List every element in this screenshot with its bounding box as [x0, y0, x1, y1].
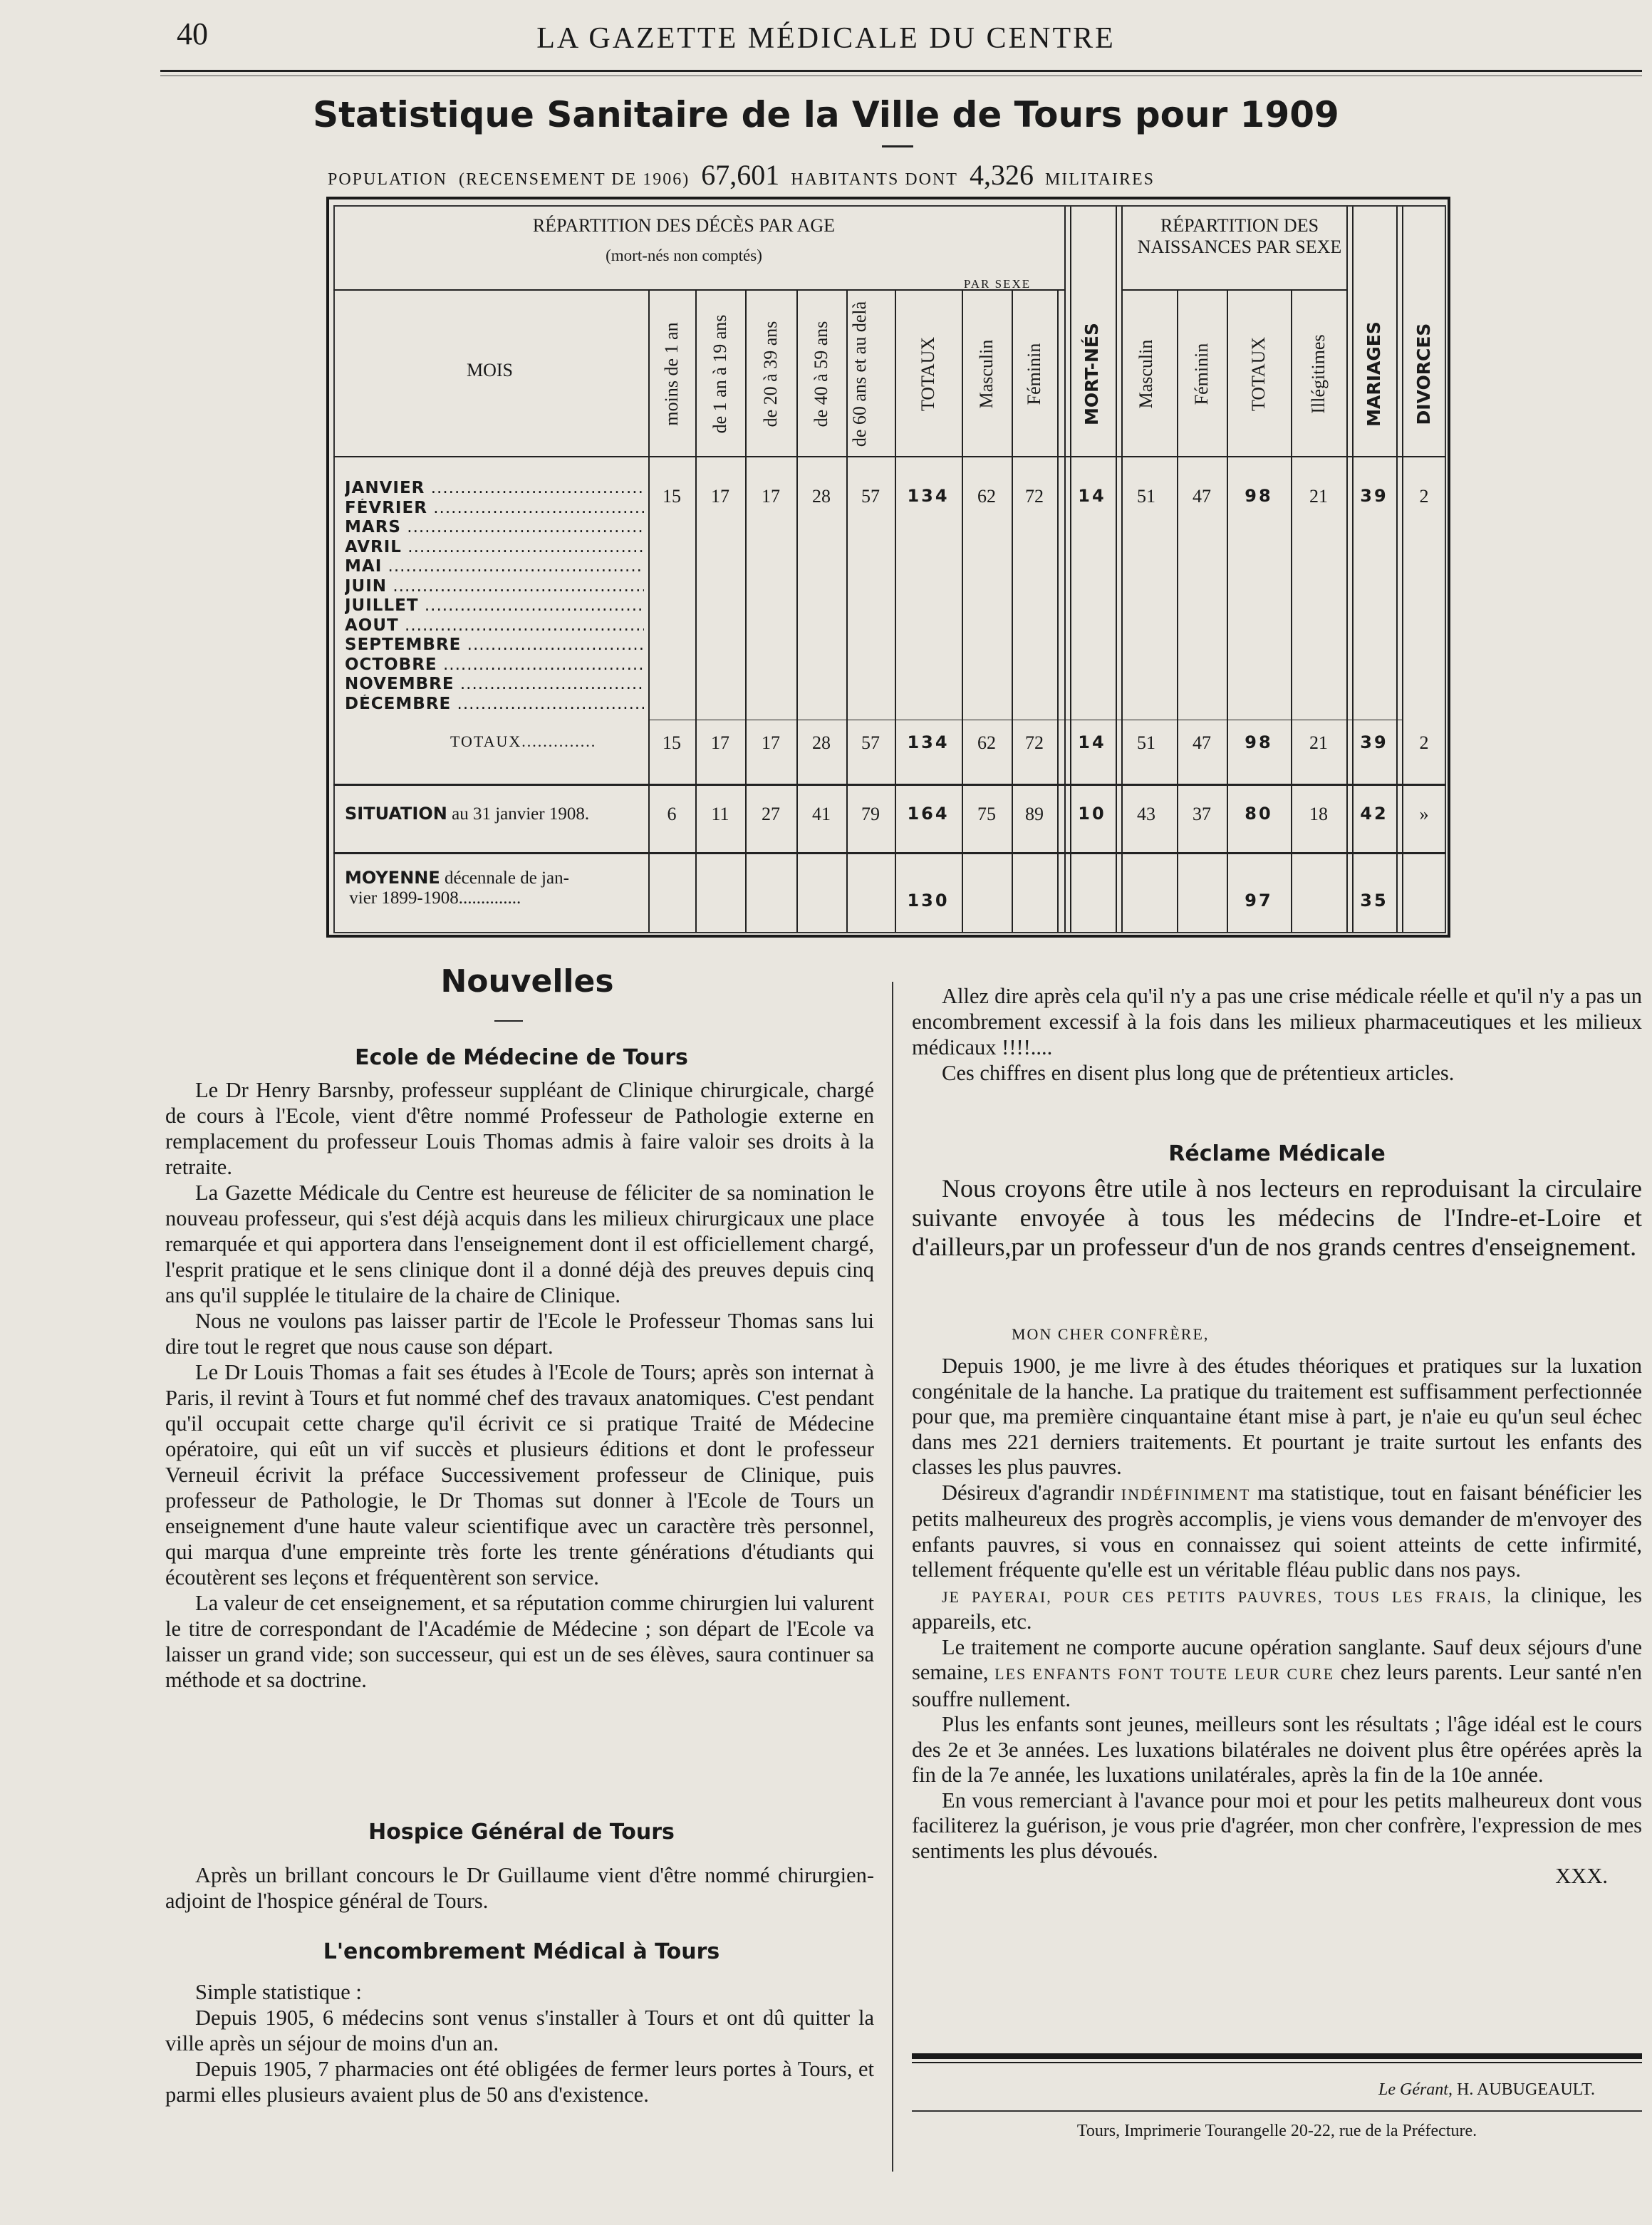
month-label: AVRIL .....: [345, 538, 644, 558]
gerant-line: [1378, 2080, 1595, 2100]
totaux-label-text: TOTAUX: [450, 732, 522, 750]
inhabitants-count: 67,601: [701, 159, 780, 191]
par-sexe-label: PAR SEXE: [963, 277, 1032, 291]
totaux-cell: 57: [861, 732, 880, 753]
column-header: TOTAUX: [1248, 336, 1269, 412]
habitants-label: HABITANTS DONT: [791, 170, 958, 189]
janvier-cell: 17: [711, 486, 729, 507]
military-label: MILITAIRES: [1044, 170, 1155, 189]
column-header: de 60 ans et au delà: [849, 301, 870, 447]
table-vline: [648, 291, 650, 932]
births-group-heading: RÉPARTITION DES NAISSANCES PAR SEXE: [1137, 215, 1342, 257]
janvier-cell: 47: [1193, 486, 1211, 507]
situation-cell: 89: [1025, 804, 1044, 824]
janvier-cell: 72: [1025, 486, 1044, 507]
ecole-paragraph: Nous ne voulons pas laisser partir de l'Ecole le Professeur Thomas sans lui dire tout le regret que nous cause son départ.: [165, 1309, 874, 1359]
table-vline: [895, 291, 896, 932]
totaux-cell: 47: [1193, 732, 1211, 753]
situation-cell: 41: [812, 804, 831, 824]
mois-label: MOIS: [467, 360, 514, 380]
janvier-cell: 39: [1360, 486, 1388, 506]
table-vline: [1291, 291, 1292, 932]
moyenne-rest1: décennale de jan-: [445, 868, 569, 888]
encombrement-paragraph: Depuis 1905, 7 pharmacies ont été obligées de fermer leurs portes à Tours, et parmi elles plusieurs avaient plus de 50 ans d'existence.: [165, 2057, 874, 2107]
totaux-cell: 72: [1025, 732, 1044, 753]
totaux-cell: 62: [977, 732, 996, 753]
table-vline: [962, 291, 963, 932]
month-label: JANVIER .....: [345, 479, 644, 499]
encombrement-article: [165, 1979, 874, 2107]
statistics-title: Statistique Sanitaire de la Ville de Tours pour 1909: [313, 94, 1339, 135]
janvier-cell: 57: [861, 486, 880, 507]
totaux-cell: 14: [1078, 732, 1106, 752]
month-label: MARS .....: [345, 518, 644, 538]
janvier-cell: 2: [1419, 486, 1429, 507]
janvier-cell: 28: [812, 486, 831, 507]
totaux-cell: 17: [762, 732, 780, 753]
month-label: FÉVRIER .....: [345, 499, 644, 519]
moyenne-cell: 130: [907, 891, 950, 911]
table-vline: [745, 291, 747, 932]
situation-cell: 75: [977, 804, 996, 824]
month-label: OCTOBRE .....: [345, 655, 644, 675]
column-header: de 1 an à 19 ans: [710, 314, 730, 434]
totaux-cell: 39: [1360, 732, 1388, 752]
column-header: Féminin: [1024, 343, 1044, 405]
column-rule: [892, 982, 893, 2172]
journal-name: LA GAZETTE MÉDICALE DU CENTRE: [536, 22, 1116, 55]
letter-paragraph: En vous remerciant à l'avance pour moi et pour les petits malheureux dont vous faciliterez la guérison, je vous prie d'agréer, mon cher confrère, l'expression de mes sentiments les plus dévoués.: [912, 1788, 1642, 1863]
letter-emphasis: INDÉFINIMENT: [1121, 1485, 1251, 1503]
letter-text: la clinique, les appareils, etc.: [912, 1582, 1643, 1634]
circular-letter: [912, 1354, 1642, 1889]
reclame-intro: [912, 1174, 1642, 1262]
janvier-cell: 21: [1309, 486, 1328, 507]
column-header: DIVORCES: [1413, 323, 1434, 425]
encombrement-paragraph: Simple statistique :: [195, 1980, 362, 2004]
column-header: MORT-NÉS: [1081, 322, 1102, 426]
moyenne-bold: MOYENNE: [345, 868, 440, 888]
salutation-text: MON CHER CONFRÈRE,: [1012, 1325, 1210, 1343]
encombrement-continued: [912, 983, 1642, 1086]
months-list: [345, 479, 644, 714]
column-header: TOTAUX: [918, 336, 938, 412]
census-label: (RECENSEMENT DE 1906): [459, 170, 690, 189]
ecole-paragraph: La Gazette Médicale du Centre est heureuse de féliciter de sa nomination le nouveau professeur, qui s'est déjà acquis dans les milieux chirurgicaux une place remarquée et qui apportera dans l'enseignement dont il est officiellement chargé, l'esprit pratique et le sens clinique dont il a donné déjà des preuves depuis cinq ans qu'il supplée le titulaire de la chaire de Clinique.: [165, 1181, 874, 1307]
gerant-label: Le Gérant,: [1378, 2080, 1453, 2099]
situation-row-label: [345, 804, 589, 824]
situation-cell: 42: [1360, 804, 1388, 824]
letter-emphasis: JE PAYERAI, POUR CES PETITS PAUVRES, TOUS LES FRAIS,: [942, 1587, 1492, 1606]
column-header: de 40 à 59 ans: [811, 321, 831, 427]
janvier-cell: 51: [1137, 486, 1155, 507]
table-vline: [1057, 291, 1059, 932]
hospice-paragraph: Après un brillant concours le Dr Guillaume vient d'être nommé chirurgien-adjoint de l'hospice général de Tours.: [165, 1863, 874, 1913]
table-hline: [333, 784, 1446, 786]
janvier-cell: 62: [977, 486, 996, 507]
situation-cell: 79: [861, 804, 880, 824]
moyenne-row-label: MOYENNE décennale de jan- vier 1899-1908..............: [345, 868, 569, 908]
situation-cell: 164: [907, 804, 950, 824]
closing-rule-thick: [912, 2053, 1642, 2059]
letter-paragraph: [912, 1635, 1642, 1713]
signature: XXX.: [1555, 1864, 1608, 1888]
salutation: [1012, 1319, 1581, 1347]
column-header: Illégitimes: [1308, 334, 1329, 414]
column-header: moins de 1 an: [661, 322, 682, 426]
reclame-intro-paragraph: Nous croyons être utile à nos lecteurs en reproduisant la circulaire suivante envoyée à tous les médecins de l'Indre-et-Loire et d'ailleurs,par un professeur d'un de nos grands centres d'enseignement.: [912, 1174, 1642, 1261]
hospice-article: [165, 1862, 874, 1914]
footer-rule: [912, 2110, 1642, 2112]
nouvelles-heading: Nouvelles: [440, 963, 614, 1000]
table-vline: [846, 291, 848, 932]
situation-cell: 37: [1193, 804, 1211, 824]
ecole-paragraph: Le Dr Louis Thomas a fait ses études à l'Ecole de Tours; après son internat à Paris, il revint à Tours et fut nommé chef des travaux anatomiques. C'est pendant qu'il occupait cette charge qu'il écrivit ce si pratique Traité de Médecine opératoire, qui eût un vif succès et plusieurs éditions et dont le professeur Verneuil écrivit la préface Successivement professeur de Clinique, puis professeur de Pathologie, le Dr Thomas sut donner à l'Ecole de Tours un enseignement d'une haute valeur scientifique avec un caractère très personnel, qui marqua d'une empreinte très forte les trente générations d'étudiants qui écoutèrent ses leçons et fréquentèrent son service.: [165, 1360, 874, 1589]
letter-text: Désireux d'agrandir: [942, 1480, 1115, 1505]
letter-paragraph: [912, 1583, 1642, 1635]
totaux-cell: 2: [1419, 732, 1429, 753]
letter-text: chez leurs parents. Leur santé n'en souffre nullement.: [912, 1660, 1643, 1711]
column-header: de 20 à 39 ans: [760, 321, 781, 427]
situation-cell: 6: [667, 804, 677, 824]
month-label: MAI .....: [345, 557, 644, 577]
table-vline: [796, 291, 798, 932]
page-number: 40: [177, 16, 208, 51]
column-header: Masculin: [976, 339, 997, 409]
population-line: [328, 158, 1467, 192]
population-label: POPULATION: [328, 170, 448, 189]
letter-paragraph: Plus les enfants sont jeunes, meilleurs sont les résultats ; l'âge idéal est le cours des 2e et 3e années. Les luxations bilatérales ne doivent plus être opérées après la fin de la 7e année, les luxations unilatérales, après la fin de la 10e année.: [912, 1712, 1642, 1787]
table-vline: [695, 291, 697, 932]
month-label: JUILLET .....: [345, 596, 644, 616]
table-vline: [1177, 291, 1178, 932]
column-header: Féminin: [1191, 343, 1212, 405]
ecole-article: [165, 1077, 874, 1693]
table-vline: [1227, 291, 1228, 932]
table-vline: [1012, 291, 1013, 932]
month-label: SEPTEMBRE .....: [345, 636, 644, 655]
month-label: DÉCEMBRE .....: [345, 695, 644, 715]
column-header: MARIAGES: [1363, 321, 1384, 427]
totaux-cell: 17: [711, 732, 729, 753]
totaux-row-label: TOTAUX..............: [450, 732, 597, 750]
situation-cell: 10: [1078, 804, 1106, 824]
situation-cell: 80: [1245, 804, 1273, 824]
encombrement-paragraph: Depuis 1905, 6 médecins sont venus s'installer à Tours et ont dû quitter la ville après un séjour de moins d'un an.: [165, 2006, 874, 2055]
letter-emphasis: LES ENFANTS FONT TOUTE LEUR CURE: [994, 1665, 1335, 1683]
situation-cell: 18: [1309, 804, 1328, 824]
janvier-cell: 17: [762, 486, 780, 507]
deaths-subheading: (mort-nés non comptés): [606, 247, 762, 264]
totaux-cell: 51: [1137, 732, 1155, 753]
janvier-cell: 134: [907, 486, 950, 506]
title-dash: [882, 145, 913, 147]
nouvelles-dash: [494, 1020, 523, 1022]
continued-paragraph: Ces chiffres en disent plus long que de prétentieux articles.: [942, 1061, 1455, 1085]
month-label: JUIN .....: [345, 577, 644, 597]
letter-paragraph: Depuis 1900, je me livre à des études théoriques et pratiques sur la luxation congénitale de la hanche. La pratique du traitement est suffisamment perfectionnée pour que, ma première cinquantaine étant mise à part, je n'aie eu qu'un seul échec dans mes 221 derniers traitements. Et pourtant je traite surtout les enfants des classes les plus pauvres.: [912, 1354, 1642, 1479]
deaths-group-heading: RÉPARTITION DES DÉCÈS PAR AGE: [532, 215, 836, 236]
situation-bold: SITUATION: [345, 804, 447, 824]
situation-cell: 43: [1137, 804, 1155, 824]
section-title-ecole: Ecole de Médecine de Tours: [355, 1045, 688, 1070]
month-label: AOUT .....: [345, 616, 644, 636]
situation-cell: 27: [762, 804, 780, 824]
moyenne-cell: 35: [1360, 891, 1388, 911]
continued-paragraph: Allez dire après cela qu'il n'y a pas une crise médicale réelle et qu'il n'y a pas un encombrement excessif à la fois dans les milieux pharmaceutiques et les milieux médicaux !!!!....: [912, 984, 1642, 1059]
letter-text: ma statistique, tout en faisant bénéficier les petits malheureux des progrès accomplis, je viens vous demander de m'envoyer des enfants pauvres, si vous en connaissez qui soient atteints de cette infirmité, tellement fréquente qu'elle est un véritable fléau public dans nos pays.: [912, 1480, 1642, 1582]
section-title-reclame: Réclame Médicale: [1168, 1141, 1386, 1166]
totaux-cell: 134: [907, 732, 950, 752]
ecole-paragraph: La valeur de cet enseignement, et sa réputation comme chirurgien lui valurent le titre de correspondant de l'Académie de Médecine ; son départ de l'Ecole va laisser un grand vide; son successeur, qui est un de ses élèves, saura continuer sa méthode et sa doctrine.: [165, 1591, 874, 1692]
month-label: NOVEMBRE .....: [345, 675, 644, 695]
ecole-paragraph: Le Dr Henry Barsnby, professeur suppléant de Clinique chirurgicale, chargé de cours à l'Ecole, vient d'être nommé Professeur de Pathologie externe en remplacement du professeur Louis Thomas admis à faire valoir ses droits à la retraite.: [165, 1078, 874, 1179]
totaux-cell: 98: [1245, 732, 1273, 752]
letter-text: Le traitement ne comporte aucune opération sanglante. Sauf deux séjours d'une semaine,: [912, 1634, 1642, 1684]
military-count: 4,326: [969, 159, 1034, 191]
totaux-cell: 15: [663, 732, 681, 753]
moyenne-rest2: vier 1899-1908: [349, 888, 459, 908]
closing-rule-thin: [912, 2062, 1642, 2063]
section-title-encombrement: L'encombrement Médical à Tours: [323, 1939, 720, 1964]
situation-cell: 11: [711, 804, 729, 824]
moyenne-cell: 97: [1245, 891, 1273, 911]
situation-rest: au 31 janvier 1908.: [452, 804, 590, 824]
totaux-cell: 28: [812, 732, 831, 753]
imprint: Tours, Imprimerie Tourangelle 20-22, rue de la Préfecture.: [1076, 2122, 1477, 2140]
section-title-hospice: Hospice Général de Tours: [368, 1820, 675, 1845]
janvier-cell: 98: [1245, 486, 1273, 506]
situation-cell: »: [1419, 804, 1429, 824]
janvier-cell: 15: [663, 486, 681, 507]
table-hline: [333, 852, 1446, 854]
column-header: Masculin: [1136, 339, 1156, 409]
header-rule: [160, 70, 1642, 72]
letter-paragraph: [912, 1480, 1642, 1583]
janvier-cell: 14: [1078, 486, 1106, 506]
gerant-name: H. AUBUGEAULT.: [1456, 2080, 1595, 2099]
totaux-cell: 21: [1309, 732, 1328, 753]
